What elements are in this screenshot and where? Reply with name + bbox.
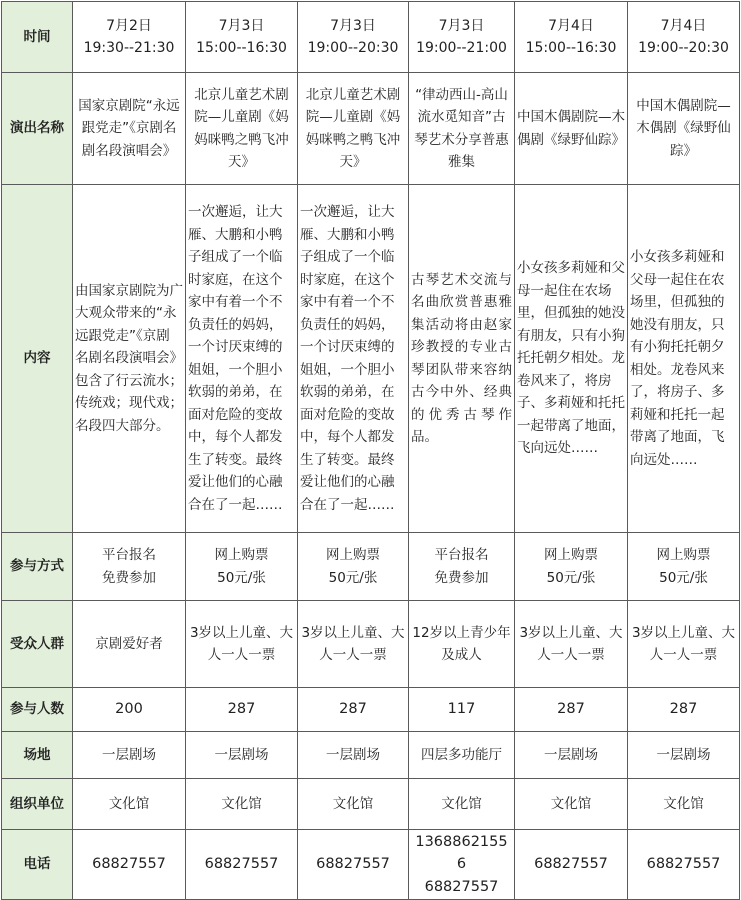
row-label-content: 内容	[2, 185, 73, 533]
method-line1: 平台报名	[102, 547, 156, 563]
event-venue-cell: 一层剧场	[515, 732, 628, 779]
method-line1: 网上购票	[544, 547, 598, 563]
event-content-cell: 小女孩多莉娅和父母一起住在农场里，但孤独的她没有朋友，只有小狗托托朝夕相处。龙卷风来了，将房子、多莉娅和托托一起带离了地面，飞向远处……	[515, 185, 628, 533]
event-org-cell: 文化馆	[628, 779, 740, 830]
event-phone-cell	[409, 830, 515, 900]
method-row	[2, 533, 740, 601]
method-line1: 网上购票	[214, 547, 269, 563]
event-phone-cell	[515, 830, 628, 900]
row-label-time: 时间	[2, 2, 73, 73]
venue-row	[2, 732, 740, 779]
row-label-venue: 场地	[2, 732, 73, 779]
row-label-method: 参与方式	[2, 533, 73, 601]
event-venue-cell: 四层多功能厅	[409, 732, 515, 779]
event-time-cell	[515, 2, 628, 73]
event-count-cell: 287	[515, 688, 628, 732]
time-row	[2, 2, 740, 73]
event-name-cell: 中国木偶剧院—木偶剧《绿野仙踪》	[515, 73, 628, 185]
event-audience-cell: 3岁以上儿童、大人一人一票	[515, 601, 628, 688]
event-name-cell: 北京儿童艺术剧院—儿童剧《妈妈咪鸭之鸭飞冲天》	[186, 73, 298, 185]
event-count-cell: 117	[409, 688, 515, 732]
event-venue-cell: 一层剧场	[298, 732, 409, 779]
event-content-cell: 古琴艺术交流与名曲欣赏普惠雅集活动将由赵家珍教授的专业古琴团队带来容纳古今中外、经典的优秀古琴作品。	[409, 185, 515, 533]
event-count-cell: 200	[73, 688, 186, 732]
event-date: 7月4日	[548, 17, 594, 34]
event-time-cell	[186, 2, 298, 73]
event-date: 7月3日	[218, 17, 265, 34]
event-venue-cell: 一层剧场	[186, 732, 298, 779]
event-content-cell: 由国家京剧院为广大观众带来的“永远跟党走”《京剧名剧名段演唱会》包含了行云流水；传统戏；现代戏；名段四大部分。	[73, 185, 186, 533]
event-time-cell	[409, 2, 515, 73]
row-label-phone: 电话	[2, 830, 73, 900]
event-count-cell: 287	[628, 688, 740, 732]
event-time-cell	[73, 2, 186, 73]
event-name-cell: “律动西山-高山流水觅知音”古琴艺术分享普惠雅集	[409, 73, 515, 185]
event-count-cell: 287	[186, 688, 298, 732]
event-count-cell: 287	[298, 688, 409, 732]
method-line2: 50元/张	[659, 569, 708, 586]
event-date: 7月4日	[660, 17, 707, 34]
count-row	[2, 688, 740, 732]
event-content-cell: 小女孩多莉娅和父母一起住在农场里，但孤独的她没有朋友，只有小狗托托朝夕相处。龙卷风来了，将房子、多莉娅和托托一起带离了地面，飞向远处……	[628, 185, 740, 533]
phone-row	[2, 830, 740, 900]
method-line1: 平台报名	[434, 547, 489, 563]
event-date: 7月3日	[438, 17, 485, 34]
event-audience-cell: 3岁以上儿童、大人一人一票	[298, 601, 409, 688]
event-phone-cell	[628, 830, 740, 900]
method-line2: 50元/张	[217, 569, 266, 586]
event-time: 19:00--20:30	[638, 40, 729, 56]
event-date: 7月3日	[330, 17, 376, 34]
event-org-cell: 文化馆	[186, 779, 298, 830]
row-label-audience: 受众人群	[2, 601, 73, 688]
event-phone-cell	[186, 830, 298, 900]
event-method-cell	[409, 533, 515, 601]
event-method-cell	[515, 533, 628, 601]
event-method-cell	[628, 533, 740, 601]
row-label-org: 组织单位	[2, 779, 73, 830]
phone-number: 68827557	[534, 856, 608, 873]
event-time: 19:00--21:00	[416, 40, 507, 56]
event-time-cell	[628, 2, 740, 73]
method-line2: 免费参加	[102, 569, 156, 586]
event-method-cell	[73, 533, 186, 601]
event-time: 19:00--20:30	[307, 40, 399, 56]
event-audience-cell: 3岁以上儿童、大人一人一票	[186, 601, 298, 688]
event-venue-cell: 一层剧场	[628, 732, 740, 779]
method-line2: 50元/张	[328, 569, 378, 586]
event-date: 7月2日	[106, 17, 152, 34]
event-venue-cell: 一层剧场	[73, 732, 186, 779]
phone-number: 68827557	[92, 856, 166, 873]
event-method-cell	[298, 533, 409, 601]
content-row	[2, 185, 740, 533]
event-name-cell: 北京儿童艺术剧院—儿童剧《妈妈咪鸭之鸭飞冲天》	[298, 73, 409, 185]
method-line1: 网上购票	[656, 547, 711, 563]
event-time: 19:30--21:30	[83, 40, 175, 56]
event-org-cell: 文化馆	[73, 779, 186, 830]
event-org-cell: 文化馆	[409, 779, 515, 830]
event-schedule-table	[1, 1, 740, 900]
row-label-name: 演出名称	[2, 73, 73, 185]
event-org-cell: 文化馆	[298, 779, 409, 830]
event-time-cell	[298, 2, 409, 73]
event-time: 15:00--16:30	[196, 40, 287, 56]
event-audience-cell: 3岁以上儿童、大人一人一票	[628, 601, 740, 688]
phone-number: 68827557	[316, 856, 390, 873]
event-phone-cell	[298, 830, 409, 900]
method-line1: 网上购票	[326, 547, 380, 563]
event-audience-cell: 京剧爱好者	[73, 601, 186, 688]
event-method-cell	[186, 533, 298, 601]
row-label-count: 参与人数	[2, 688, 73, 732]
phone-number: 68827557	[646, 856, 721, 873]
event-audience-cell: 12岁以上青少年及成人	[409, 601, 515, 688]
method-line2: 免费参加	[434, 569, 489, 586]
event-content-cell: 一次邂逅，让大雁、大鹏和小鸭子组成了一个临时家庭，在这个家中有着一个不负责任的妈妈，一个讨厌束缚的姐姐，一个胆小软弱的弟弟，在面对危险的变故中，每个人都发生了转变。最终爱让他们的心融合在了一起……	[298, 185, 409, 533]
event-time: 15:00--16:30	[525, 40, 617, 56]
method-line2: 50元/张	[546, 569, 596, 586]
event-phone-cell	[73, 830, 186, 900]
name-row	[2, 73, 740, 185]
phone-number-secondary: 68827557	[424, 878, 499, 895]
event-content-cell: 一次邂逅，让大雁、大鹏和小鸭子组成了一个临时家庭，在这个家中有着一个不负责任的妈妈，一个讨厌束缚的姐姐，一个胆小软弱的弟弟，在面对危险的变故中，每个人都发生了转变。最终爱让他们的心融合在了一起……	[186, 185, 298, 533]
phone-number: 68827557	[204, 856, 279, 873]
event-org-cell: 文化馆	[515, 779, 628, 830]
event-name-cell: 中国木偶剧院—木偶剧《绿野仙踪》	[628, 73, 740, 185]
phone-number: 13688621556	[415, 833, 508, 873]
audience-row	[2, 601, 740, 688]
event-name-cell: 国家京剧院“永远跟党走”《京剧名剧名段演唱会》	[73, 73, 186, 185]
org-row	[2, 779, 740, 830]
